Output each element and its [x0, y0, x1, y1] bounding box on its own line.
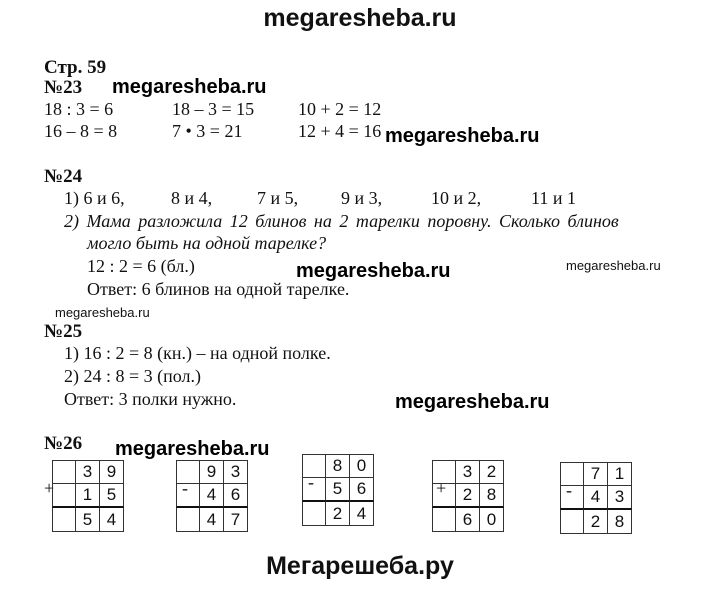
- digit-cell: [432, 484, 456, 508]
- digit-cell: [52, 484, 76, 508]
- ex24-pair: 1) 6 и 6,: [64, 188, 125, 208]
- digit-cell: 6: [350, 478, 374, 502]
- ex23-expr: 16 – 8 = 8: [44, 121, 118, 141]
- ex24-answer: Ответ: 6 блинов на одной тарелке.: [87, 279, 350, 299]
- digit-cell: 5: [326, 478, 350, 502]
- digit-cell: 5: [100, 484, 124, 508]
- digit-cell: [52, 460, 76, 484]
- digit-cell: [52, 508, 76, 532]
- digit-cell: [302, 502, 326, 526]
- digit-cell: [560, 510, 584, 534]
- digit-cell: [560, 462, 584, 486]
- ex23-expr: 18 – 3 = 15: [172, 99, 255, 119]
- watermark: megaresheba.ru: [566, 258, 661, 273]
- digit-cell: 8: [608, 510, 632, 534]
- ex24-task-line1: 2) Мама разложила 12 блинов на 2 тарелки поровну. Сколько блинов: [64, 211, 619, 231]
- digit-cell: [560, 486, 584, 510]
- exercise-23-title: №23: [44, 77, 83, 98]
- ex23-expr: 7 • 3 = 21: [172, 121, 243, 141]
- digit-cell: 2: [456, 484, 480, 508]
- digit-cell: [432, 508, 456, 532]
- digit-cell: 3: [608, 486, 632, 510]
- watermark: megaresheba.ru: [296, 260, 451, 282]
- exercise-26-title: №26: [44, 433, 83, 454]
- operation-sign: +: [44, 478, 55, 498]
- digit-cell: 2: [584, 510, 608, 534]
- site-watermark-top: megaresheba.ru: [263, 4, 457, 32]
- digit-cell: 7: [224, 508, 248, 532]
- digit-cell: 1: [608, 462, 632, 486]
- ex24-pair: 10 и 2,: [431, 188, 482, 208]
- digit-cell: 6: [456, 508, 480, 532]
- operation-sign: -: [182, 478, 188, 498]
- digit-cell: 8: [480, 484, 504, 508]
- ex24-solution: 12 : 2 = 6 (бл.): [87, 256, 195, 276]
- digit-cell: [176, 508, 200, 532]
- digit-cell: [302, 478, 326, 502]
- digit-cell: 5: [76, 508, 100, 532]
- digit-cell: 2: [326, 502, 350, 526]
- watermark: megaresheba.ru: [55, 305, 150, 320]
- digit-cell: 4: [200, 508, 224, 532]
- watermark: megaresheba.ru: [115, 438, 270, 460]
- page-number: Стр. 59: [44, 57, 107, 78]
- watermark: megaresheba.ru: [395, 391, 550, 413]
- digit-cell: 3: [456, 460, 480, 484]
- exercise-25-title: №25: [44, 321, 83, 342]
- watermark: megaresheba.ru: [112, 76, 267, 98]
- ex23-expr: 12 + 4 = 16: [298, 121, 382, 141]
- digit-cell: 4: [350, 502, 374, 526]
- digit-cell: 8: [326, 454, 350, 478]
- digit-cell: [176, 484, 200, 508]
- digit-cell: 4: [584, 486, 608, 510]
- digit-cell: 6: [224, 484, 248, 508]
- digit-cell: 3: [224, 460, 248, 484]
- digit-cell: 9: [200, 460, 224, 484]
- watermark: megaresheba.ru: [385, 125, 540, 147]
- digit-cell: 0: [350, 454, 374, 478]
- ex24-pair: 9 и 3,: [341, 188, 383, 208]
- ex25-answer: Ответ: 3 полки нужно.: [64, 389, 237, 409]
- digit-cell: [432, 460, 456, 484]
- ex24-pair: 8 и 4,: [171, 188, 213, 208]
- exercise-24-title: №24: [44, 166, 83, 187]
- digit-cell: 9: [100, 460, 124, 484]
- digit-cell: 7: [584, 462, 608, 486]
- digit-cell: 0: [480, 508, 504, 532]
- ex23-expr: 10 + 2 = 12: [298, 99, 382, 119]
- operation-sign: -: [566, 480, 572, 500]
- ex24-pair: 11 и 1: [531, 188, 576, 208]
- ex25-step1: 1) 16 : 2 = 8 (кн.) – на одной полке.: [64, 343, 331, 363]
- digit-cell: 2: [480, 460, 504, 484]
- ex24-task-line2: могло быть на одной тарелке?: [87, 233, 327, 253]
- digit-cell: 4: [200, 484, 224, 508]
- digit-cell: [176, 460, 200, 484]
- digit-cell: 1: [76, 484, 100, 508]
- ex24-pair: 7 и 5,: [257, 188, 299, 208]
- digit-cell: 3: [76, 460, 100, 484]
- digit-cell: 4: [100, 508, 124, 532]
- operation-sign: +: [436, 478, 447, 498]
- digit-cell: [302, 454, 326, 478]
- operation-sign: -: [308, 472, 314, 492]
- site-watermark-bottom: Мегарешеба.ру: [266, 552, 454, 580]
- ex23-expr: 18 : 3 = 6: [44, 99, 114, 119]
- ex25-step2: 2) 24 : 8 = 3 (пол.): [64, 366, 202, 386]
